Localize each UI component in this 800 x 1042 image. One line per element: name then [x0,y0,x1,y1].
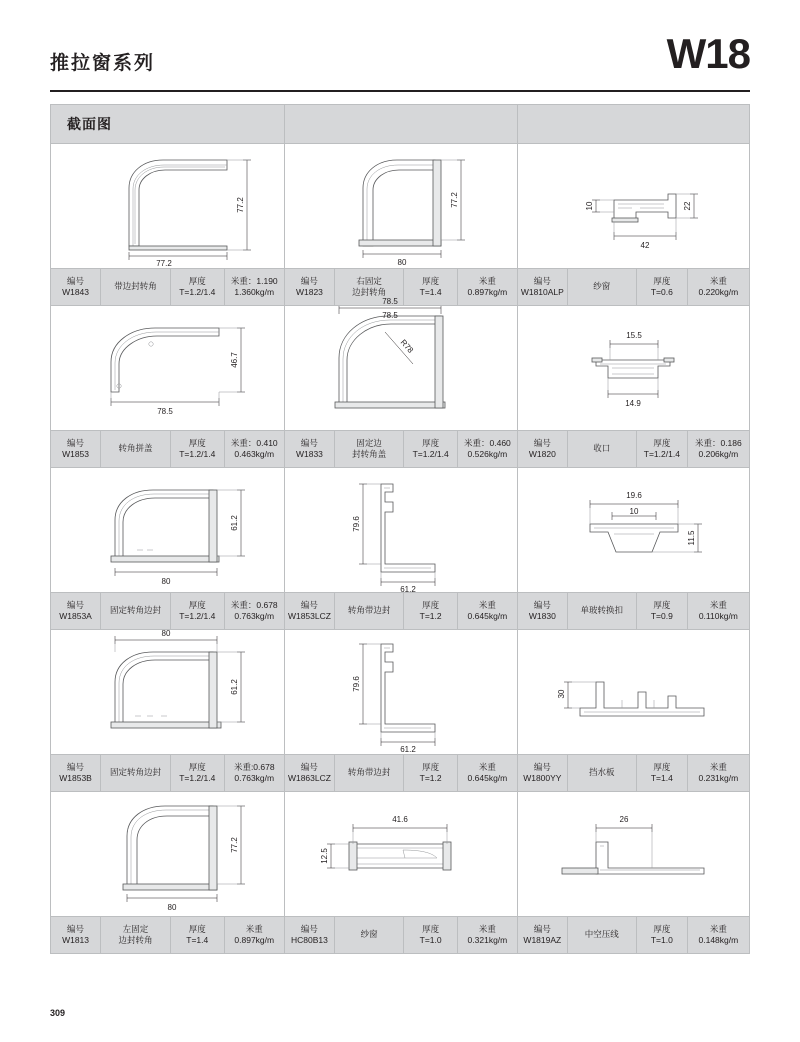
spec-weight-line2: 0.231kg/m [698,773,739,783]
spec-code-value: W1813 [62,935,90,945]
spec-w1800yy [518,754,749,792]
spec-thickness [404,431,457,467]
spec-code [51,593,101,629]
spec-code [51,269,101,305]
spec-w1813 [51,916,284,953]
spec-name [568,431,637,467]
dim-label: 42 [640,241,650,250]
spec-thickness [637,917,688,953]
spec-weight-line2: 0.897kg/m [467,287,508,297]
figure-w1853b [51,630,284,754]
spec-name-value: 转角拼盖 [118,443,153,454]
spec-name [568,593,637,629]
spec-w1819az [518,916,749,953]
spec-code-label: 编号 [533,599,551,610]
spec-weight [688,431,749,467]
spec-thickness-value: T=1.2/1.4 [179,287,216,297]
spec-weight-line1: 米重 [478,923,496,934]
spec-weight [458,269,517,305]
spec-thickness [171,431,225,467]
spec-weight [225,269,284,305]
dim-label: 80 [161,577,171,586]
dim-label: 26 [619,815,629,824]
spec-weight [458,917,517,953]
spec-name-value: 挡水板 [589,767,615,778]
spec-code [51,917,101,953]
spec-thickness-value: T=1.2/1.4 [179,773,216,783]
profile-cell-w1830 [518,468,749,630]
table-row [51,297,749,468]
spec-code-label: 编号 [300,599,318,610]
spec-weight-line2: 0.463kg/m [234,449,275,459]
spec-thickness-label: 厚度 [422,761,440,772]
table-band-header [51,105,749,144]
spec-thickness-label: 厚度 [188,437,206,448]
dim-label: 77.2 [236,197,245,213]
spec-w1853lcz [285,592,517,630]
spec-name [335,755,405,791]
spec-thickness-value: T=1.0 [419,935,442,945]
spec-weight [225,593,284,629]
dim-label: 78.5 [382,297,398,306]
spec-code-label: 编号 [533,923,551,934]
spec-code-label: 编号 [533,761,551,772]
spec-weight-line2: 0.897kg/m [234,935,275,945]
dim-label: 77.2 [156,259,172,268]
spec-weight-line1: 米重：1.190 [230,275,278,286]
spec-w1833 [285,430,517,468]
profile-cell-w1833 [285,297,518,468]
series-code: W18 [666,30,750,77]
spec-weight-line2: 0.148kg/m [698,935,739,945]
figure-w1810alp [518,144,749,268]
spec-code-label: 编号 [67,437,85,448]
figure-w1813 [51,792,284,916]
spec-code-label: 编号 [300,275,318,286]
spec-thickness [171,593,225,629]
spec-code-value: W1853 [62,449,90,459]
spec-thickness [404,917,457,953]
spec-weight [225,917,284,953]
dim-label: 10 [585,201,594,211]
spec-thickness-value: T=1.2/1.4 [643,449,680,459]
profile-cell-hc80b13 [285,792,518,953]
spec-thickness-value: T=1.2/1.4 [179,449,216,459]
profile-cell-w1853 [51,306,285,468]
spec-code [285,593,335,629]
table-row [51,630,749,792]
figure-w1833 [285,297,517,430]
figure-w1830 [518,468,749,592]
spec-code [285,431,335,467]
spec-w1820 [518,430,749,468]
spec-name [335,593,405,629]
figure-w1863lcz [285,630,517,754]
spec-weight-line1: 米重 [709,761,727,772]
profile-cell-w1853lcz [285,468,518,630]
dim-label: 79.6 [352,676,361,692]
series-title: 推拉窗系列 [50,53,156,74]
dim-label: 30 [557,689,566,699]
spec-weight-line1: 米重：0.186 [694,437,742,448]
spec-name-value: 纱窗 [593,281,611,292]
figure-w1843 [51,144,284,268]
spec-name-value: 固定转角边封 [110,605,162,616]
spec-name [101,917,171,953]
spec-name-value: 转角带边封 [347,605,391,616]
figure-w1853 [51,306,284,430]
spec-name-line2: 封转角盖 [352,449,387,459]
spec-weight-line2: 0.206kg/m [698,449,739,459]
spec-weight [688,917,749,953]
spec-w1853b [51,754,284,792]
spec-code-value: W1853LCZ [287,611,331,621]
figure-w1853a [51,468,284,592]
spec-weight-line1: 米重 [478,599,496,610]
header-divider [50,90,750,92]
spec-weight [688,755,749,791]
spec-name [335,917,405,953]
spec-name [568,269,637,305]
spec-code-value: W1820 [528,449,556,459]
spec-code-value: W1863LCZ [287,773,331,783]
figure-w1853lcz [285,468,517,592]
spec-name [568,917,637,953]
spec-name-value: 带边封转角 [114,281,157,292]
figure-hc80b13 [285,792,517,916]
spec-code [285,917,335,953]
spec-name-value: 单玻转换扣 [580,605,624,616]
spec-weight [225,755,284,791]
spec-code-label: 编号 [533,437,551,448]
spec-thickness [637,593,688,629]
profile-cell-w1819az [518,792,749,953]
profile-cell-w1853a [51,468,285,630]
spec-thickness [637,269,688,305]
spec-code [518,593,568,629]
spec-thickness-label: 厚度 [653,437,671,448]
spec-thickness-label: 厚度 [188,599,206,610]
dim-label: 46.7 [230,352,239,368]
spec-name-line1: 右固定 [356,275,382,286]
spec-weight-line1: 米重 [709,599,727,610]
spec-w1843 [51,268,284,306]
spec-code [518,755,568,791]
dim-label: 77.2 [450,192,459,208]
spec-name [101,755,171,791]
spec-code-value: W1843 [62,287,90,297]
spec-name-value: 转角带边封 [347,767,391,778]
page-number: 309 [50,1008,66,1018]
spec-thickness [404,593,457,629]
spec-w1853a [51,592,284,630]
table-row [51,468,749,630]
band-title: 截面图 [51,105,285,143]
dim-label: 61.2 [230,515,239,531]
profile-cell-w1813 [51,792,285,953]
spec-thickness-value: T=1.2 [419,773,442,783]
spec-name [101,269,171,305]
spec-name-value: 纱窗 [360,929,378,940]
spec-weight-line1: 米重：0.678 [230,599,278,610]
spec-code-label: 编号 [67,599,85,610]
spec-weight-line2: 1.360kg/m [234,287,275,297]
page-header [0,30,800,90]
dim-label: 10 [629,507,639,516]
spec-weight [225,431,284,467]
spec-weight-line1: 米重 [709,275,727,286]
spec-weight-line2: 0.321kg/m [467,935,508,945]
spec-weight-line2: 0.110kg/m [698,611,738,621]
dim-label: 15.5 [626,331,642,340]
spec-code-value: W1800YY [523,773,562,783]
spec-code-label: 编号 [300,761,318,772]
spec-w1853 [51,430,284,468]
spec-hc80b13 [285,916,517,953]
profile-cell-w1800yy [518,630,749,792]
profile-cell-w1843 [51,144,285,306]
band-blank-1 [285,105,518,143]
spec-thickness-value: T=1.0 [650,935,673,945]
spec-thickness-label: 厚度 [188,923,206,934]
spec-code [285,269,335,305]
spec-weight-line1: 米重 [478,761,496,772]
spec-thickness-value: T=1.2/1.4 [179,611,216,621]
spec-thickness-label: 厚度 [422,923,440,934]
dim-label: 14.9 [625,399,641,408]
spec-thickness-value: T=1.2/1.4 [412,449,449,459]
dim-label: 79.6 [352,516,361,532]
profile-cell-w1820 [518,306,749,468]
spec-code [51,431,101,467]
spec-weight [688,593,749,629]
spec-code-label: 编号 [67,761,85,772]
spec-thickness [637,755,688,791]
spec-thickness-label: 厚度 [188,275,206,286]
spec-thickness-label: 厚度 [422,437,440,448]
spec-thickness [171,755,225,791]
spec-code-label: 编号 [533,275,551,286]
spec-name-value: 固定转角边封 [110,767,162,778]
figure-w1800yy [518,630,749,754]
spec-weight-line2: 0.763kg/m [234,611,275,621]
spec-thickness-label: 厚度 [653,275,671,286]
dim-label: 11.5 [687,530,696,546]
dim-label: 61.2 [400,585,416,594]
spec-name-line2: 边封转角 [352,287,387,297]
spec-thickness-label: 厚度 [653,761,671,772]
spec-w1830 [518,592,749,630]
dim-label: 22 [683,201,692,211]
spec-thickness [404,755,457,791]
table-row [51,144,749,306]
spec-thickness-value: T=1.4 [186,935,209,945]
spec-thickness [404,269,457,305]
spec-weight-line1: 米重:0.678 [233,761,275,772]
spec-thickness-label: 厚度 [422,275,440,286]
spec-name-line1: 左固定 [122,923,149,934]
spec-weight-line1: 米重：0.410 [230,437,278,448]
spec-name [568,755,637,791]
dim-label: 78.5 [382,311,398,320]
table-row [51,792,749,953]
spec-code-value: HC80B13 [291,935,328,945]
spec-code-value: W1819AZ [523,935,562,945]
spec-name-line1: 固定边 [356,437,382,448]
dim-label: 61.2 [230,679,239,695]
profile-cell-w1823 [285,144,518,306]
spec-code-label: 编号 [67,275,85,286]
spec-name [101,431,171,467]
spec-weight [688,269,749,305]
spec-thickness-value: T=1.4 [419,287,442,297]
figure-w1820 [518,306,749,430]
profile-table [50,104,750,954]
spec-code [51,755,101,791]
spec-thickness [171,917,225,953]
dim-label: 19.6 [626,491,642,500]
spec-thickness [637,431,688,467]
spec-code-value: W1853A [59,611,92,621]
spec-code [518,917,568,953]
spec-name-line2: 边封转角 [118,935,153,945]
dim-label: 77.2 [230,837,239,853]
spec-weight-line2: 0.763kg/m [234,773,275,783]
profile-cell-w1810alp [518,144,749,306]
profile-cell-w1863lcz [285,630,518,792]
spec-code [285,755,335,791]
spec-code-label: 编号 [67,923,85,934]
spec-thickness-label: 厚度 [188,761,206,772]
dim-label: 41.6 [392,815,408,824]
dim-label: 80 [161,629,171,638]
figure-w1819az [518,792,749,916]
spec-weight [458,755,517,791]
spec-thickness-label: 厚度 [653,599,671,610]
spec-name-value: 收口 [593,443,611,454]
spec-code-value: W1833 [295,449,323,459]
spec-thickness-value: T=0.9 [650,611,673,621]
profile-cell-w1853b [51,630,285,792]
spec-weight-line2: 0.526kg/m [467,449,508,459]
spec-weight-line1: 米重：0.460 [464,437,511,448]
spec-w1810alp [518,268,749,306]
dim-label: 61.2 [400,745,416,754]
spec-thickness-value: T=1.2 [419,611,442,621]
spec-weight [458,431,517,467]
spec-code-label: 编号 [300,437,318,448]
spec-weight-line1: 米重 [245,923,263,934]
spec-weight-line1: 米重 [478,275,496,286]
spec-thickness [171,269,225,305]
dim-label: R78 [398,337,416,355]
spec-weight-line2: 0.220kg/m [698,287,739,297]
spec-thickness-value: T=1.4 [650,773,673,783]
spec-weight [458,593,517,629]
dim-label: 12.5 [320,848,329,864]
spec-code [518,269,568,305]
spec-name [101,593,171,629]
spec-code-value: W1810ALP [520,287,564,297]
band-blank-2 [518,105,749,143]
spec-name [335,431,405,467]
spec-thickness-value: T=0.6 [650,287,673,297]
spec-w1823 [285,268,517,306]
spec-weight-line2: 0.645kg/m [467,611,508,621]
spec-code [518,431,568,467]
spec-code-value: W1853B [59,773,92,783]
figure-w1823 [285,144,517,268]
spec-thickness-label: 厚度 [422,599,440,610]
spec-code-label: 编号 [300,923,318,934]
dim-label: 80 [167,903,177,912]
spec-code-value: W1830 [528,611,556,621]
spec-weight-line1: 米重 [709,923,727,934]
spec-name-value: 中空压线 [584,929,619,940]
dim-label: 80 [397,258,407,267]
spec-code-value: W1823 [295,287,323,297]
spec-weight-line2: 0.645kg/m [467,773,508,783]
spec-thickness-label: 厚度 [653,923,671,934]
spec-w1863lcz [285,754,517,792]
dim-label: 78.5 [157,407,173,416]
